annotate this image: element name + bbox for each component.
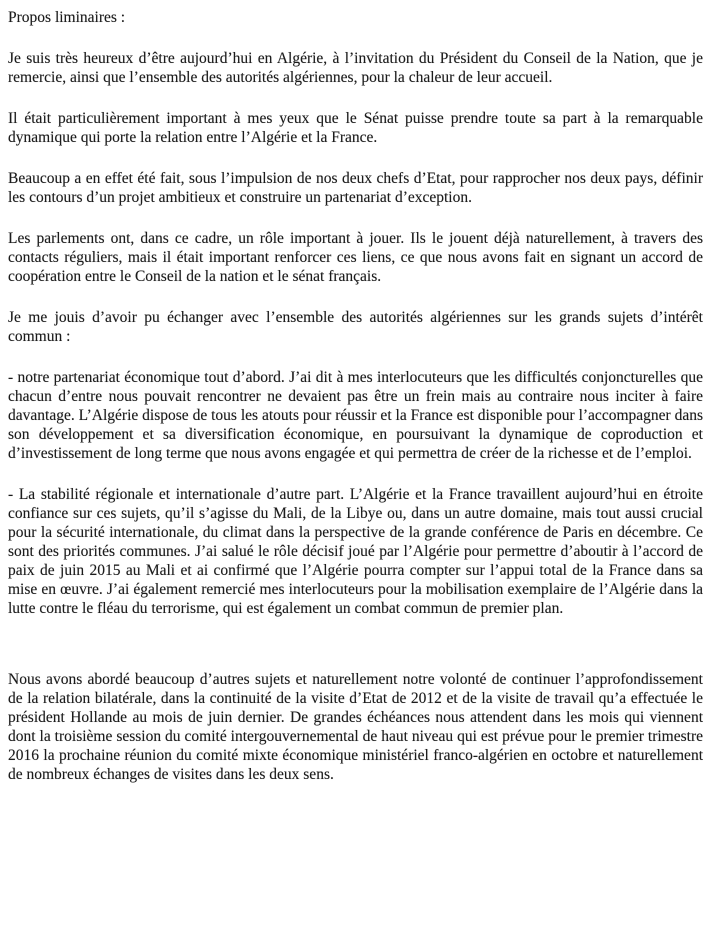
paragraph-autres-sujets: Nous avons abordé beaucoup d’autres sujets et naturellement notre volonté de continuer l’approfondissement de la relation bilatérale, dans la continuité de la visite d’Etat de 2012 et de la visite de travail qu’a effectuée le président Hollande au mois de juin dernier. De grandes échéances nous attendent dans les mois qui viennent dont la troisième session du comité intergouvernemental de haut niveau qui est prévue pour le premier trimestre 2016 la prochaine réunion du comité mixte économique ministériel franco-algérien en octobre et naturellement de nombreux échanges de visites dans les deux sens. (8, 671, 703, 783)
paragraph-chefs-detat: Beaucoup a en effet été fait, sous l’impulsion de nos deux chefs d’Etat, pour rapprocher nos deux pays, définir les contours d’un projet ambitieux et construire un partenariat d’exception. (8, 170, 703, 206)
paragraph-partenariat-economique: - notre partenariat économique tout d’abord. J’ai dit à mes interlocuteurs que les difficultés conjoncturelles que chacun d’entre nous pouvait rencontrer ne devaient pas être un frein mais au contraire nous inciter à faire davantage. L’Algérie dispose de tous les atouts pour réussir et la France est disponible pour l’accompagner dans son développement et sa diversification économique, en poursuivant la dynamique de coproduction et d’investissement de long terme que nous avons engagée et qui permettra de créer de la richesse et de l’emploi. (8, 369, 703, 462)
paragraph-parlements: Les parlements ont, dans ce cadre, un rôle important à jouer. Ils le jouent déjà naturellement, à travers des contacts réguliers, mais il était important renforcer ces liens, ce que nous avons fait en signant un accord de coopération entre le Conseil de la nation et le sénat français. (8, 230, 703, 285)
paragraph-senat-role: Il était particulièrement important à mes yeux que le Sénat puisse prendre toute sa part à la remarquable dynamique qui porte la relation entre l’Algérie et la France. (8, 110, 703, 146)
paragraph-greeting: Je suis très heureux d’être aujourd’hui en Algérie, à l’invitation du Président du Conseil de la Nation, que je remercie, ainsi que l’ensemble des autorités algériennes, pour la chaleur de leur accueil. (8, 50, 703, 86)
document-title: Propos liminaires : (8, 9, 126, 26)
paragraph-stabilite-regionale: - La stabilité régionale et internationale d’autre part. L’Algérie et la France travaillent aujourd’hui en étroite confiance sur ces sujets, qu’il s’agisse du Mali, de la Libye ou, dans un autre domaine, mais tout aussi crucial pour la sécurité internationale, du climat dans la perspective de la grande conférence de Paris en décembre. Ce sont des priorités communes. J’ai salué le rôle décisif joué par l’Algérie pour permettre d’aboutir à l’accord de paix de juin 2015 au Mali et ai confirmé que l’Algérie pourra compter sur l’appui total de la France dans sa mise en œuvre. J’ai également remercié mes interlocuteurs pour la mobilisation exemplaire de l’Algérie dans la lutte contre le fléau du terrorisme, qui est également un combat commun de premier plan. (8, 486, 703, 617)
paragraph-sujets-interet: Je me jouis d’avoir pu échanger avec l’ensemble des autorités algériennes sur les grands sujets d’intérêt commun : (8, 309, 703, 345)
